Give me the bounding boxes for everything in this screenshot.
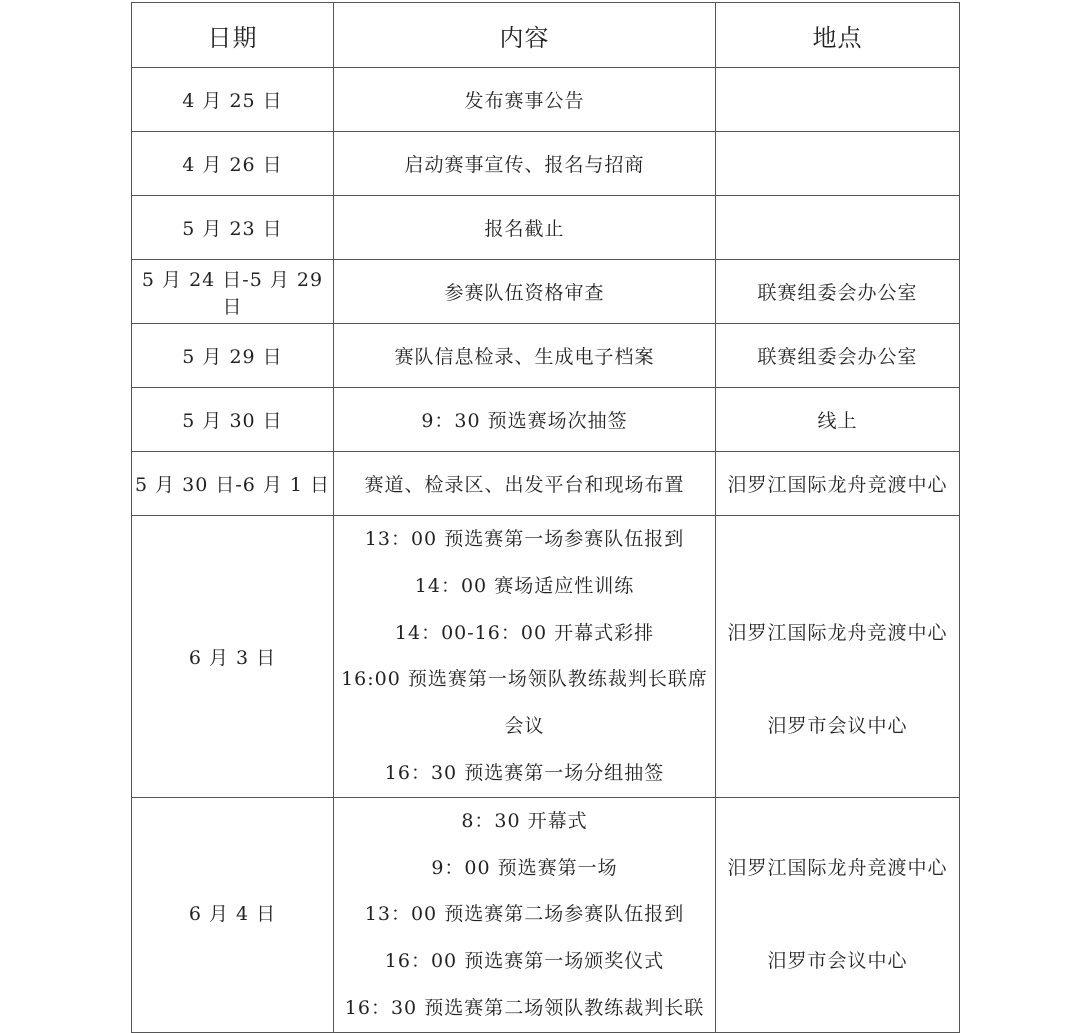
content-line: 9：00 预选赛第一场 [431,856,618,879]
content-cell: 参赛队伍资格审查 [334,260,716,324]
header-date: 日期 [132,3,334,68]
table-row [132,68,960,132]
location-line: 汨罗市会议中心 [767,715,908,738]
table-row [132,388,960,452]
content-line: 16:00 预选赛第一场领队教练裁判长联席 [341,668,708,691]
date-cell: 6 月 3 日 [132,516,334,798]
content-cell: 赛道、检录区、出发平台和现场布置 [334,452,716,516]
content-cell: 启动赛事宣传、报名与招商 [334,132,716,196]
content-cell: 赛队信息检录、生成电子档案 [334,324,716,388]
table-row-june4 [132,797,960,1032]
date-text: 6 月 4 日 [188,903,277,926]
date-cell: 5 月 30 日-6 月 1 日 [132,452,334,516]
location-cell [716,797,960,1032]
location-cell [716,132,960,196]
content-line: 16：30 预选赛第一场分组抽签 [384,761,665,784]
schedule-table [131,2,960,1033]
date-cell: 4 月 25 日 [132,68,334,132]
content-cell: 发布赛事公告 [334,68,716,132]
content-line: 13：00 预选赛第二场参赛队伍报到 [364,903,685,926]
date-cell: 5 月 24 日-5 月 29 日 [132,260,334,324]
content-cell: 9：30 预选赛场次抽签 [334,388,716,452]
table-row [132,324,960,388]
content-cell [334,797,716,1032]
content-line: 16：30 预选赛第二场领队教练裁判长联 [344,996,705,1019]
location-line: 汨罗江国际龙舟竞渡中心 [727,621,948,644]
location-cell: 线上 [716,388,960,452]
date-cell: 5 月 29 日 [132,324,334,388]
location-cell [716,68,960,132]
content-cell: 报名截止 [334,196,716,260]
table-row-june3 [132,516,960,798]
location-lines [716,798,959,1032]
content-line: 14：00-16：00 开幕式彩排 [394,621,655,644]
content-lines [334,516,715,797]
content-cell [334,516,716,798]
header-location: 地点 [716,3,960,68]
content-lines [334,798,715,1032]
header-row [132,3,960,68]
table-row [132,452,960,516]
content-line: 会议 [504,715,545,738]
table-row [132,260,960,324]
content-line: 16：00 预选赛第一场颁奖仪式 [384,950,665,973]
location-cell: 汨罗江国际龙舟竞渡中心 [716,452,960,516]
location-cell: 联赛组委会办公室 [716,324,960,388]
date-cell: 4 月 26 日 [132,132,334,196]
table-row [132,196,960,260]
content-line: 8：30 开幕式 [461,809,588,832]
table-row [132,132,960,196]
location-lines [716,516,959,797]
date-cell [132,797,334,1032]
location-line: 汨罗江国际龙舟竞渡中心 [727,856,948,879]
location-line: 汨罗市会议中心 [767,950,908,973]
location-cell [716,516,960,798]
date-cell: 5 月 23 日 [132,196,334,260]
location-cell [716,196,960,260]
content-line: 13：00 预选赛第一场参赛队伍报到 [364,528,685,550]
content-line: 14：00 赛场适应性训练 [414,574,635,597]
header-content: 内容 [334,3,716,68]
date-cell: 5 月 30 日 [132,388,334,452]
location-cell: 联赛组委会办公室 [716,260,960,324]
